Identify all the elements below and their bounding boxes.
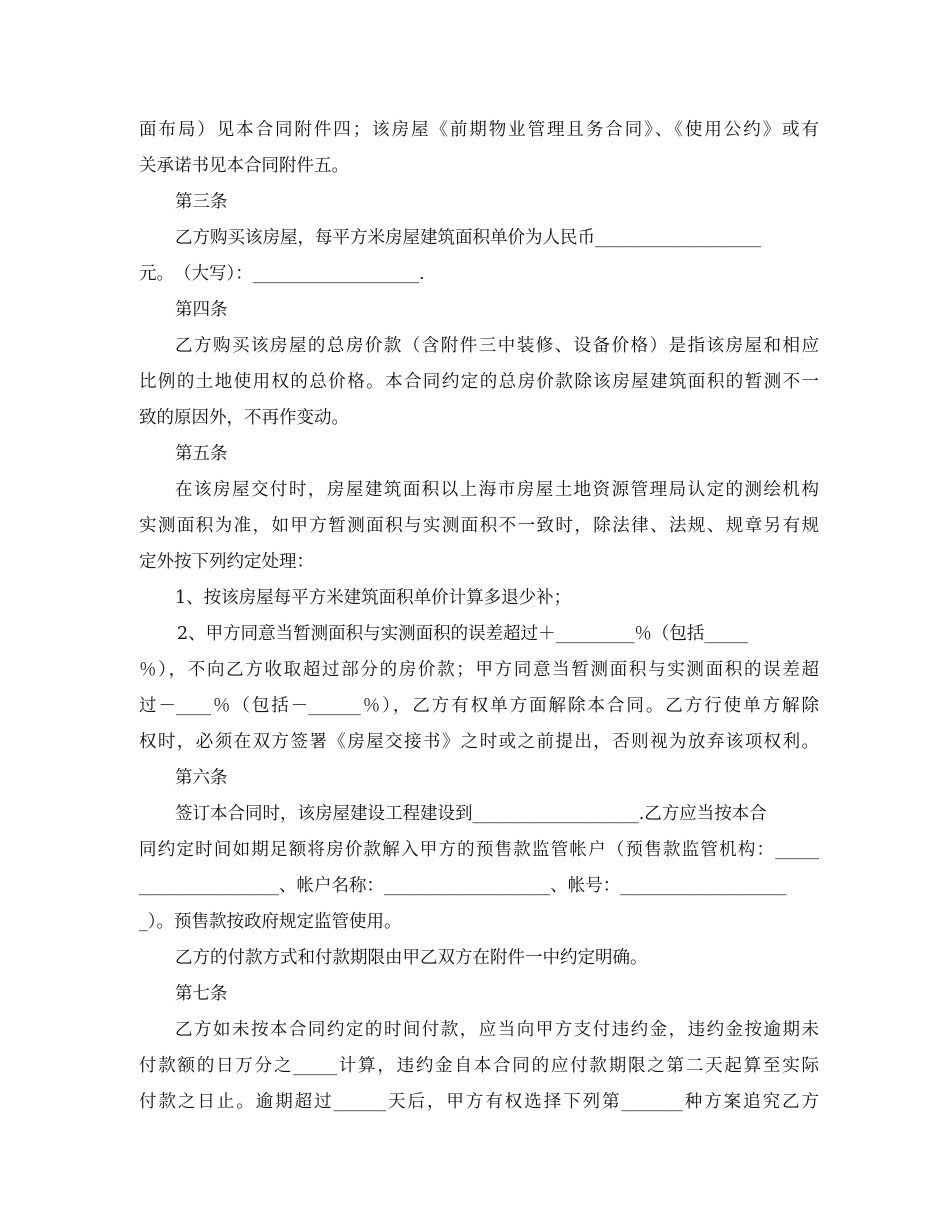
article-heading: 第六条 (175, 768, 228, 788)
paragraph-line: _）。预售款按政府规定监管使用。 (139, 912, 402, 932)
paragraph-line: 同约定时间如期足额将房价款解入甲方的预售款监管帐户（预售款监管机构：_____ (139, 840, 819, 860)
paragraph-line: 元。 （大写）：___________________. (139, 264, 425, 284)
article-heading: 第五条 (175, 444, 228, 464)
paragraph-line: 付款额的日万分之_____计算，违约金自本合同的应付款期限之第二天起算至实际 (139, 1056, 819, 1076)
paragraph-line: ________________、帐户名称：___________________、帐号：___________________ (139, 876, 787, 896)
paragraph-line: 比例的土地使用权的总价格。本合同约定的总房价款除该房屋建筑面积的暂测不一 (139, 372, 819, 392)
paragraph-line: 致的原因外，不再作变动。 (139, 408, 349, 428)
paragraph-line: 乙方购买该房屋，每平方米房屋建筑面积单价为人民币___________________ (175, 228, 762, 248)
paragraph-line: 乙方的付款方式和付款期限由甲乙双方在附件一中约定明确。 (175, 948, 648, 968)
paragraph-line: 权时，必须在双方签署《房屋交接书》之时或之前提出，否则视为放弃该项权利。 (139, 732, 819, 752)
article-heading: 第四条 (175, 300, 228, 320)
paragraph-line: 定外按下列约定处理： (139, 552, 314, 572)
list-item: 2、甲方同意当暂测面积与实测面积的误差超过＋_________％（包括_____ (177, 624, 749, 644)
paragraph-line: ％），不向乙方收取超过部分的房价款；甲方同意当暂测面积与实测面积的误差超 (139, 660, 819, 680)
paragraph-line: 在该房屋交付时，房屋建筑面积以上海市房屋土地资源管理局认定的测绘机构 (175, 480, 819, 500)
paragraph-line: 乙方购买该房屋的总房价款（含附件三中装修、设备价格）是指该房屋和相应 (175, 336, 819, 356)
paragraph-line: 过－____％（包括－______％），乙方有权单方面解除本合同。乙方行使单方解除 (139, 696, 819, 716)
paragraph-line: 关承诺书见本合同附件五。 (139, 156, 349, 176)
paragraph-line: 签订本合同时，该房屋建设工程建设到___________________.乙方应当按本合 (175, 804, 767, 824)
article-heading: 第七条 (175, 984, 228, 1004)
list-item: 1、按该房屋每平方米建筑面积单价计算多退少补； (175, 588, 572, 608)
paragraph-line: 乙方如未按本合同约定的时间付款，应当向甲方支付违约金，违约金按逾期未 (175, 1020, 819, 1040)
paragraph-line: 付款之日止。逾期超过______天后，甲方有权选择下列第_______种方案追究乙方 (139, 1092, 819, 1112)
article-heading: 第三条 (175, 192, 228, 212)
paragraph-line: 实测面积为准，如甲方暂测面积与实测面积不一致时，除法律、法规、规章另有规 (139, 516, 819, 536)
paragraph-line: 面布局）见本合同附件四；该房屋《前期物业管理且务合同》、《使用公约》或有 (139, 120, 819, 140)
